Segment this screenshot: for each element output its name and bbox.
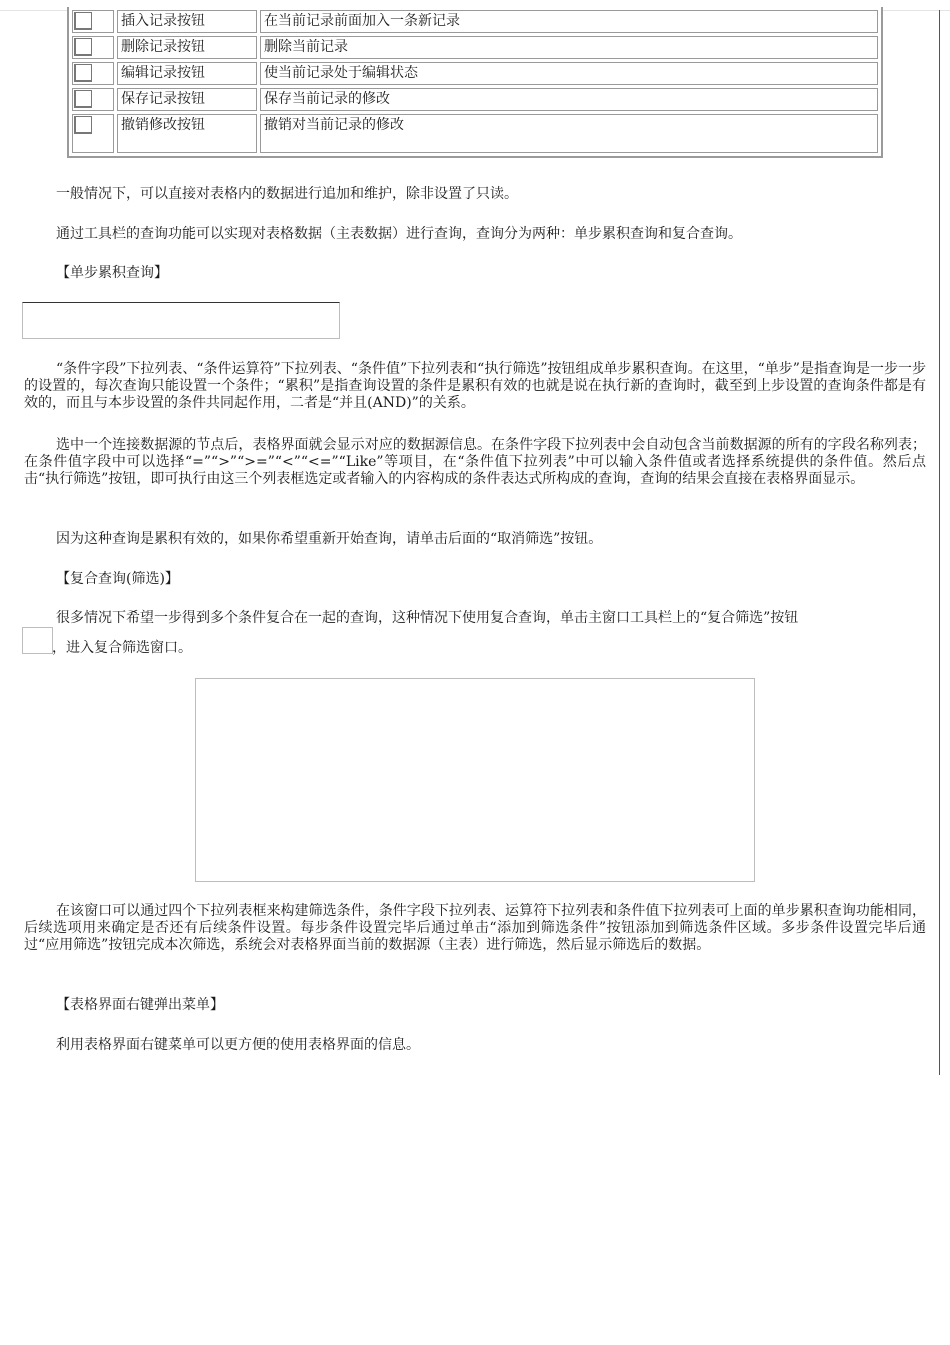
button-name-cell: 插入记录按钮 xyxy=(117,10,257,33)
button-name-cell: 编辑记录按钮 xyxy=(117,62,257,85)
paragraph-append-maintain: 一般情况下，可以直接对表格内的数据进行追加和维护，除非设置了只读。 xyxy=(56,186,518,202)
table-row xyxy=(72,88,878,111)
button-desc-cell: 保存当前记录的修改 xyxy=(260,88,878,111)
paragraph-query-intro: 通过工具栏的查询功能可以实现对表格数据（主表数据）进行查询，查询分为两种：单步累积查询和复合查询。 xyxy=(56,226,742,242)
edit-record-icon xyxy=(74,64,92,82)
undo-edit-icon xyxy=(74,116,92,134)
compound-filter-button-icon xyxy=(22,627,53,654)
save-record-icon-cell xyxy=(72,88,114,111)
paragraph-compound-intro-tail: ，进入复合筛选窗口。 xyxy=(52,640,192,656)
button-name-cell: 保存记录按钮 xyxy=(117,88,257,111)
paragraph-single-step-explain: “条件字段”下拉列表、“条件运算符”下拉列表、“条件值”下拉列表和“执行筛选”按钮组成单步累积查询。在这里，“单步”是指查询是一步一步的设置的，每次查询只能设置一个条件；“累积”是指查询设置的条件是累积有效的也就是说在执行新的查询时，截至到上步设置的查询条件都是有效的，而且与本步设置的条件共同起作用，二者是“并且(AND)”的关系。 xyxy=(24,361,926,411)
undo-edit-icon-cell xyxy=(72,114,114,153)
paragraph-condition-fields: 选中一个连接数据源的节点后，表格界面就会显示对应的数据源信息。在条件字段下拉列表中会自动包含当前数据源的所有的字段名称列表；在条件值字段中可以选择“=”“>”“>=”“<”“<=”“Like”等项目，在“条件值下拉列表”中可以输入条件值或者选择系统提供的条件值。然后点击“执行筛选”按钮，即可执行由这三个列表框选定或者输入的内容构成的条件表达式所构成的查询，查询的结果会直接在表格界面显示。 xyxy=(24,437,926,487)
button-name-cell: 撤销修改按钮 xyxy=(117,114,257,153)
insert-record-icon-cell xyxy=(72,10,114,33)
button-desc-cell: 在当前记录前面加入一条新记录 xyxy=(260,10,878,33)
paragraph-compound-intro: 很多情况下希望一步得到多个条件复合在一起的查询，这种情况下使用复合查询，单击主窗口工具栏上的“复合筛选”按钮 xyxy=(56,610,799,626)
toolbar-buttons-table xyxy=(67,7,883,158)
table-row xyxy=(72,62,878,85)
query-toolbar-image xyxy=(22,302,340,339)
compound-filter-window-image xyxy=(195,678,755,882)
insert-record-icon xyxy=(74,12,92,30)
delete-record-icon xyxy=(74,38,92,56)
paragraph-context-menu: 利用表格界面右键菜单可以更方便的使用表格界面的信息。 xyxy=(56,1037,420,1053)
heading-compound-query: 【复合查询(筛选)】 xyxy=(56,571,179,587)
heading-context-menu: 【表格界面右键弹出菜单】 xyxy=(56,997,224,1013)
paragraph-cancel-filter: 因为这种查询是累积有效的，如果你希望重新开始查询，请单击后面的“取消筛选”按钮。 xyxy=(56,531,603,547)
table-row xyxy=(72,36,878,59)
save-record-icon xyxy=(74,90,92,108)
table-row xyxy=(72,10,878,33)
edit-record-icon-cell xyxy=(72,62,114,85)
button-desc-cell: 使当前记录处于编辑状态 xyxy=(260,62,878,85)
table-row xyxy=(72,114,878,153)
heading-single-step-query: 【单步累积查询】 xyxy=(56,265,168,281)
paragraph-filter-window-explain: 在该窗口可以通过四个下拉列表框来构建筛选条件，条件字段下拉列表、运算符下拉列表和条件值下拉列表可上面的单步累积查询功能相同，后续选项用来确定是否还有后续条件设置。每步条件设置完毕后通过单击“添加到筛选条件”按钮添加到筛选条件区域。多步条件设置完毕后通过“应用筛选”按钮完成本次筛选，系统会对表格界面当前的数据源（主表）进行筛选，然后显示筛选后的数据。 xyxy=(24,903,926,953)
delete-record-icon-cell xyxy=(72,36,114,59)
button-desc-cell: 删除当前记录 xyxy=(260,36,878,59)
right-margin-line xyxy=(939,10,940,1075)
button-name-cell: 删除记录按钮 xyxy=(117,36,257,59)
button-desc-cell: 撤销对当前记录的修改 xyxy=(260,114,878,153)
